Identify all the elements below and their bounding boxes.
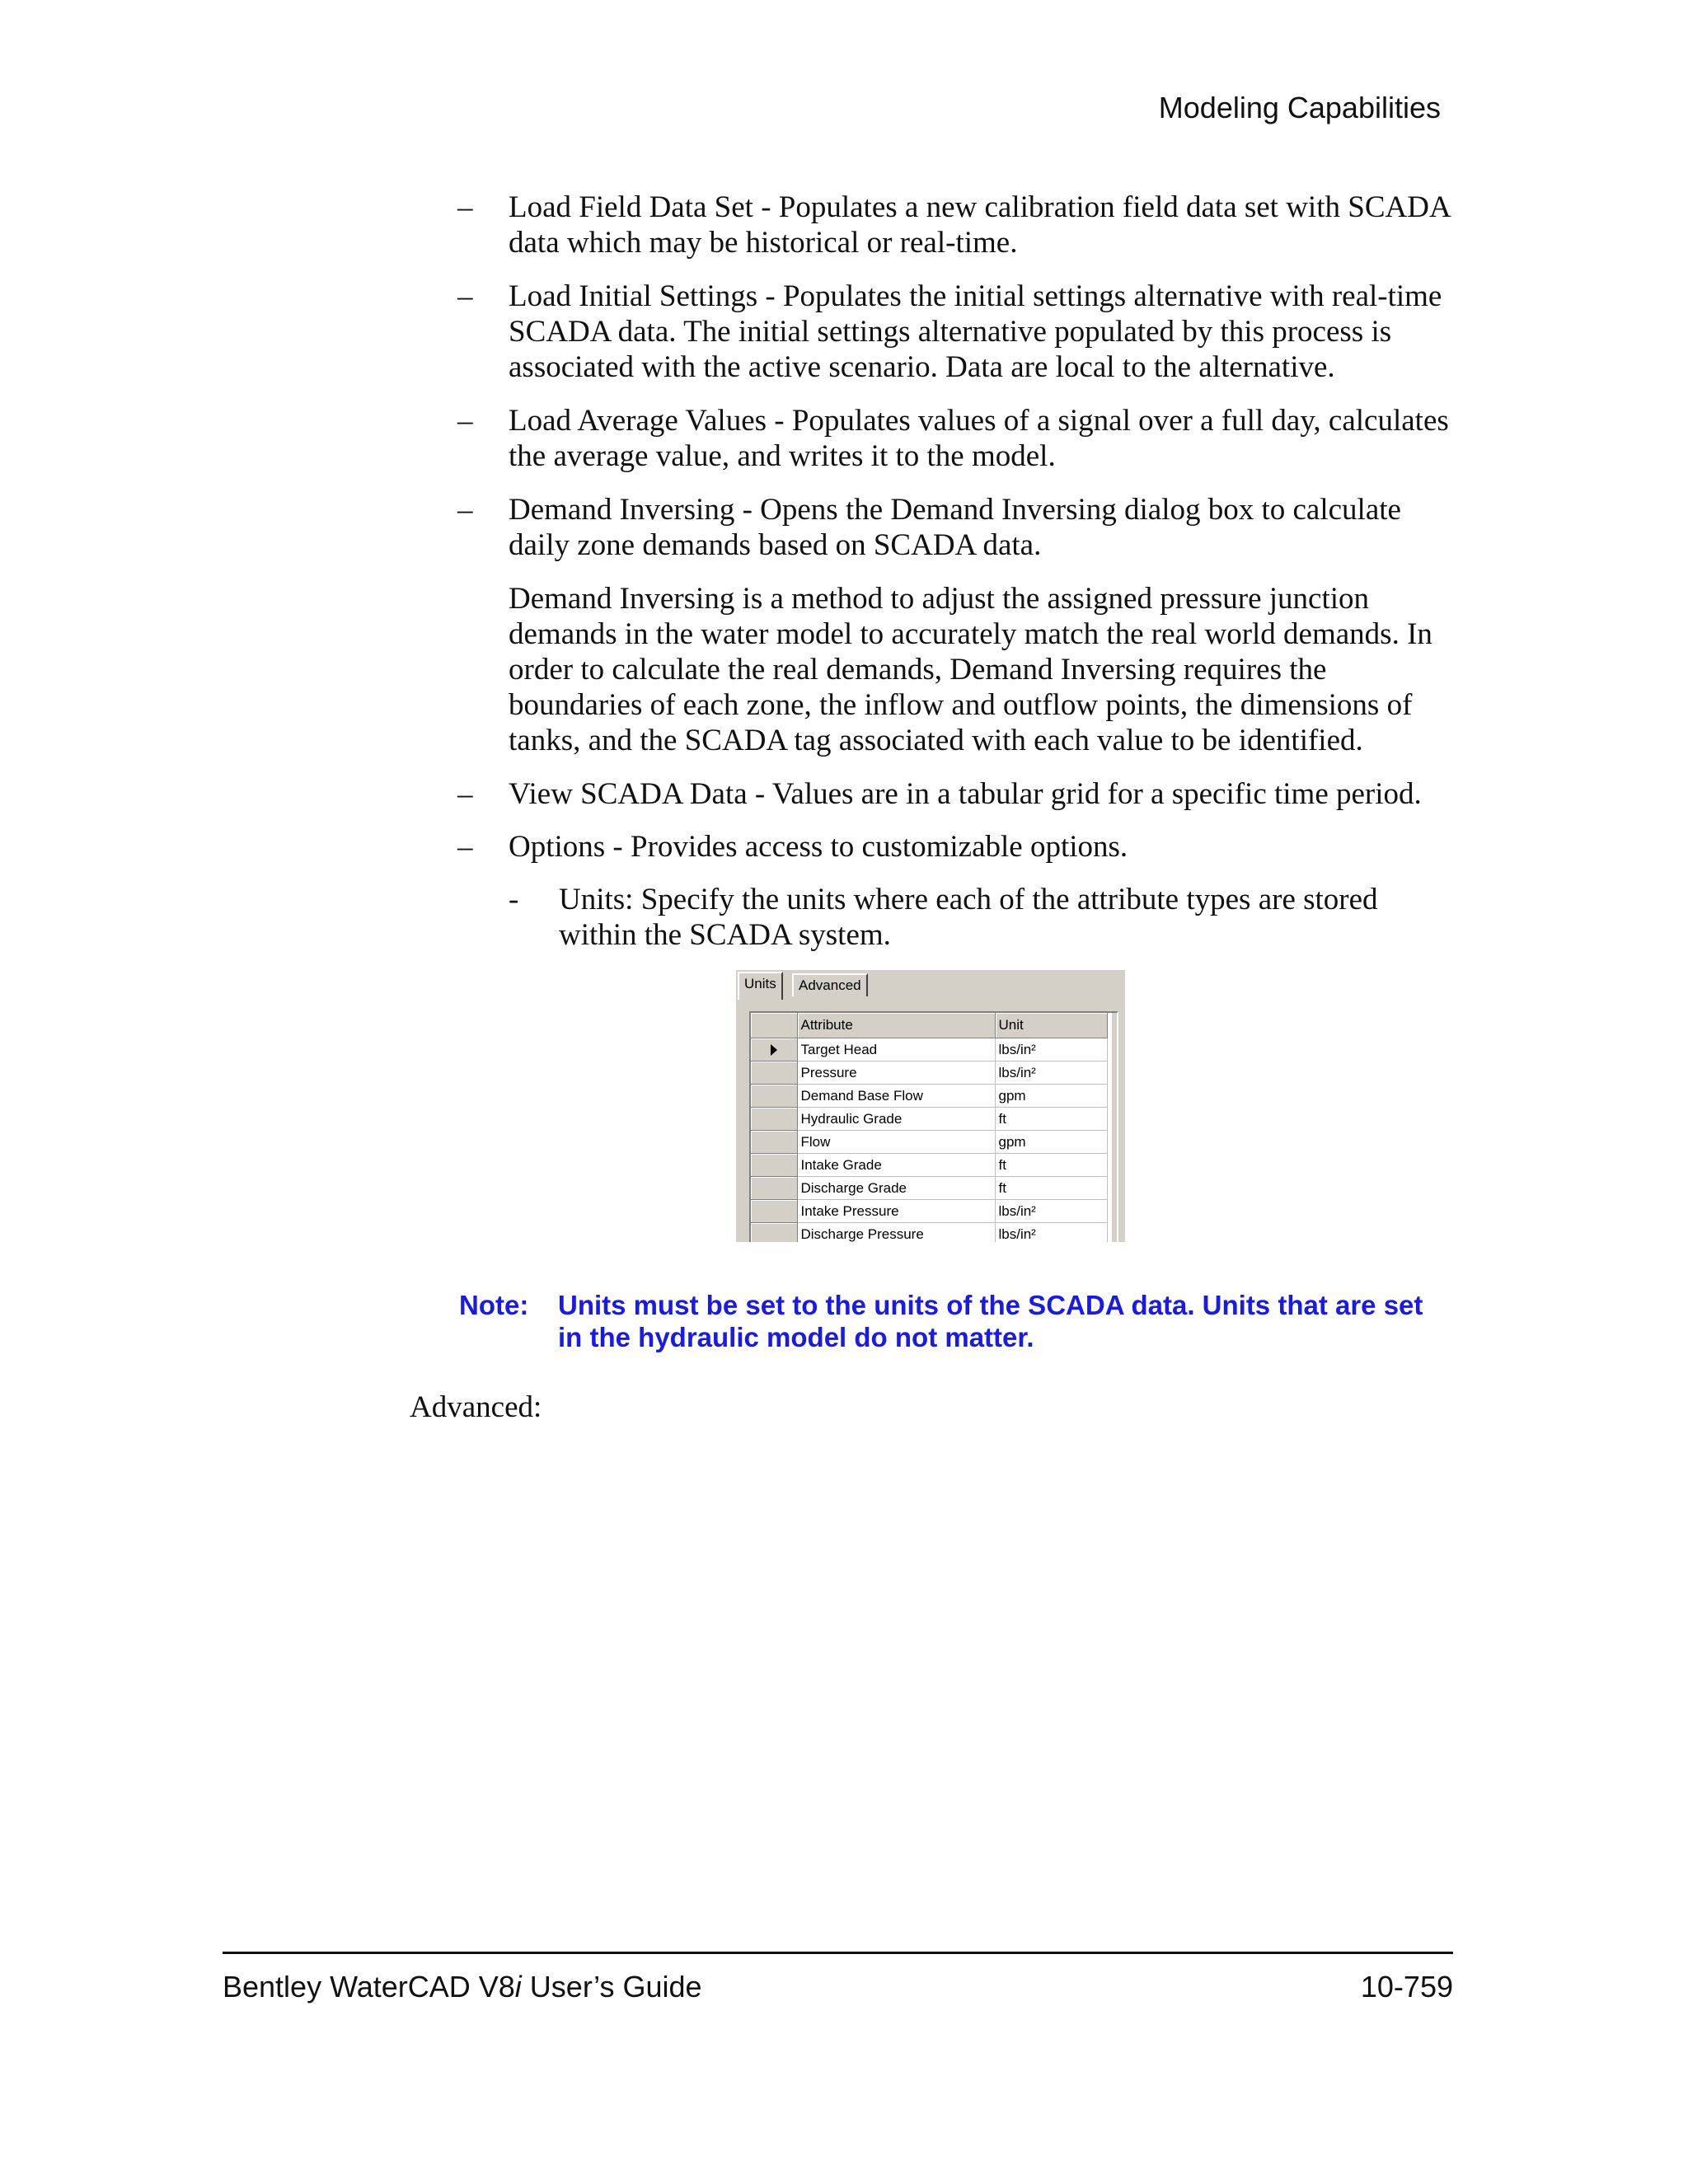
unit-cell[interactable]: lbs/in² [995,1062,1107,1085]
table-row[interactable] [751,1177,1107,1200]
footer-rule [223,1952,1453,1954]
current-row-pointer-icon [771,1044,777,1056]
table-row[interactable] [751,1038,1107,1062]
column-header-attribute[interactable]: Attribute [797,1013,995,1038]
unit-cell[interactable]: lbs/in² [995,1038,1107,1062]
bullet-marker: – [457,493,473,527]
footer-title-suffix: User’s Guide [521,1970,702,2004]
unit-cell[interactable]: ft [995,1177,1107,1200]
table-row[interactable] [751,1085,1107,1108]
row-selector[interactable] [751,1177,797,1200]
attribute-cell: Discharge Pressure [797,1223,995,1243]
note-label: Note: [459,1290,529,1320]
bullet-marker: – [457,279,473,313]
bullet-options [457,829,1455,865]
attribute-cell: Pressure [797,1062,995,1085]
column-header-unit[interactable]: Unit [995,1013,1107,1038]
attribute-cell: Target Head [797,1038,995,1062]
unit-cell[interactable]: ft [995,1108,1107,1131]
bullet-marker: – [457,190,473,224]
table-row[interactable] [751,1154,1107,1177]
sub-bullet-text: Units: Specify the units where each of the attribute types are stored within the SCADA system. [559,883,1378,952]
tab-advanced[interactable]: Advanced [792,973,868,996]
footer-page-number: 10-759 [1360,1970,1453,2004]
bullet-load-average-values [457,403,1455,474]
attribute-cell: Discharge Grade [797,1177,995,1200]
bullet-text: Load Initial Settings - Populates the initial settings alternative with real-time SCADA data. The initial settings alternative populated by this process is associated with the active scenario. Data are local to the alternative. [509,279,1442,384]
attribute-cell: Demand Base Flow [797,1085,995,1108]
sub-bullet-units [509,882,1456,953]
corner-header [751,1013,797,1038]
bullet-text: Demand Inversing - Opens the Demand Inversing dialog box to calculate daily zone demands based on SCADA data. [509,493,1401,562]
attribute-cell: Flow [797,1131,995,1154]
row-selector[interactable] [751,1131,797,1154]
footer-title-prefix: Bentley WaterCAD V8 [223,1970,515,2004]
row-selector[interactable] [751,1085,797,1108]
row-selector[interactable] [751,1154,797,1177]
unit-cell[interactable]: lbs/in² [995,1200,1107,1223]
unit-cell[interactable]: gpm [995,1085,1107,1108]
bullet-text: Options - Provides access to customizable options. [509,830,1128,864]
bullet-text: Load Field Data Set - Populates a new calibration field data set with SCADA data which may be historical or real-time. [509,190,1450,260]
table-row[interactable] [751,1131,1107,1154]
bullet-marker: – [457,777,473,811]
row-selector[interactable] [751,1200,797,1223]
note-text: Units must be set to the units of the SCADA data. Units that are set in the hydraulic model do not matter. [558,1290,1423,1352]
table-row[interactable] [751,1223,1107,1243]
bullet-demand-inversing [457,492,1455,563]
bullet-text: View SCADA Data - Values are in a tabular grid for a specific time period. [509,777,1422,811]
row-selector[interactable] [751,1062,797,1085]
scada-units-dialog [736,970,1125,1242]
unit-cell[interactable]: gpm [995,1131,1107,1154]
table-row[interactable] [751,1200,1107,1223]
bullet-text: Load Average Values - Populates values of a signal over a full day, calculates the average value, and writes it to the model. [509,404,1449,473]
attribute-cell: Intake Grade [797,1154,995,1177]
bullet-load-initial-settings [457,279,1455,385]
units-table [751,1013,1108,1242]
bullet-marker: – [457,404,473,438]
attribute-cell: Hydraulic Grade [797,1108,995,1131]
demand-inversing-paragraph: Demand Inversing is a method to adjust the assigned pressure junction demands in the water model to accurately match the real world demands. In order to calculate the real demands, Demand Inversing requires the boundaries of each zone, the inflow and outflow points, the dimensions of tanks, and the SCADA tag associated with each value to be identified. [509,582,1432,757]
table-row[interactable] [751,1108,1107,1131]
sub-bullet-marker: - [509,883,519,916]
footer-title [223,1970,702,2004]
row-selector[interactable] [751,1108,797,1131]
attribute-cell: Intake Pressure [797,1200,995,1223]
running-header: Modeling Capabilities [1158,91,1441,124]
table-header-row [751,1013,1107,1038]
grid-scrollbar[interactable] [1112,1013,1117,1242]
bullet-load-field-data-set [457,190,1455,260]
footer-title-italic: i [514,1970,522,2004]
tab-units[interactable]: Units [738,972,783,1000]
row-selector[interactable] [751,1038,797,1062]
unit-cell[interactable]: ft [995,1154,1107,1177]
units-grid [749,1011,1118,1242]
unit-cell[interactable]: lbs/in² [995,1223,1107,1243]
bullet-marker: – [457,830,473,864]
tab-strip [736,970,1125,1000]
row-selector[interactable] [751,1223,797,1243]
table-row[interactable] [751,1062,1107,1085]
note-callout [459,1289,1448,1353]
bullet-view-scada-data [457,776,1455,812]
advanced-label: Advanced: [410,1390,542,1424]
